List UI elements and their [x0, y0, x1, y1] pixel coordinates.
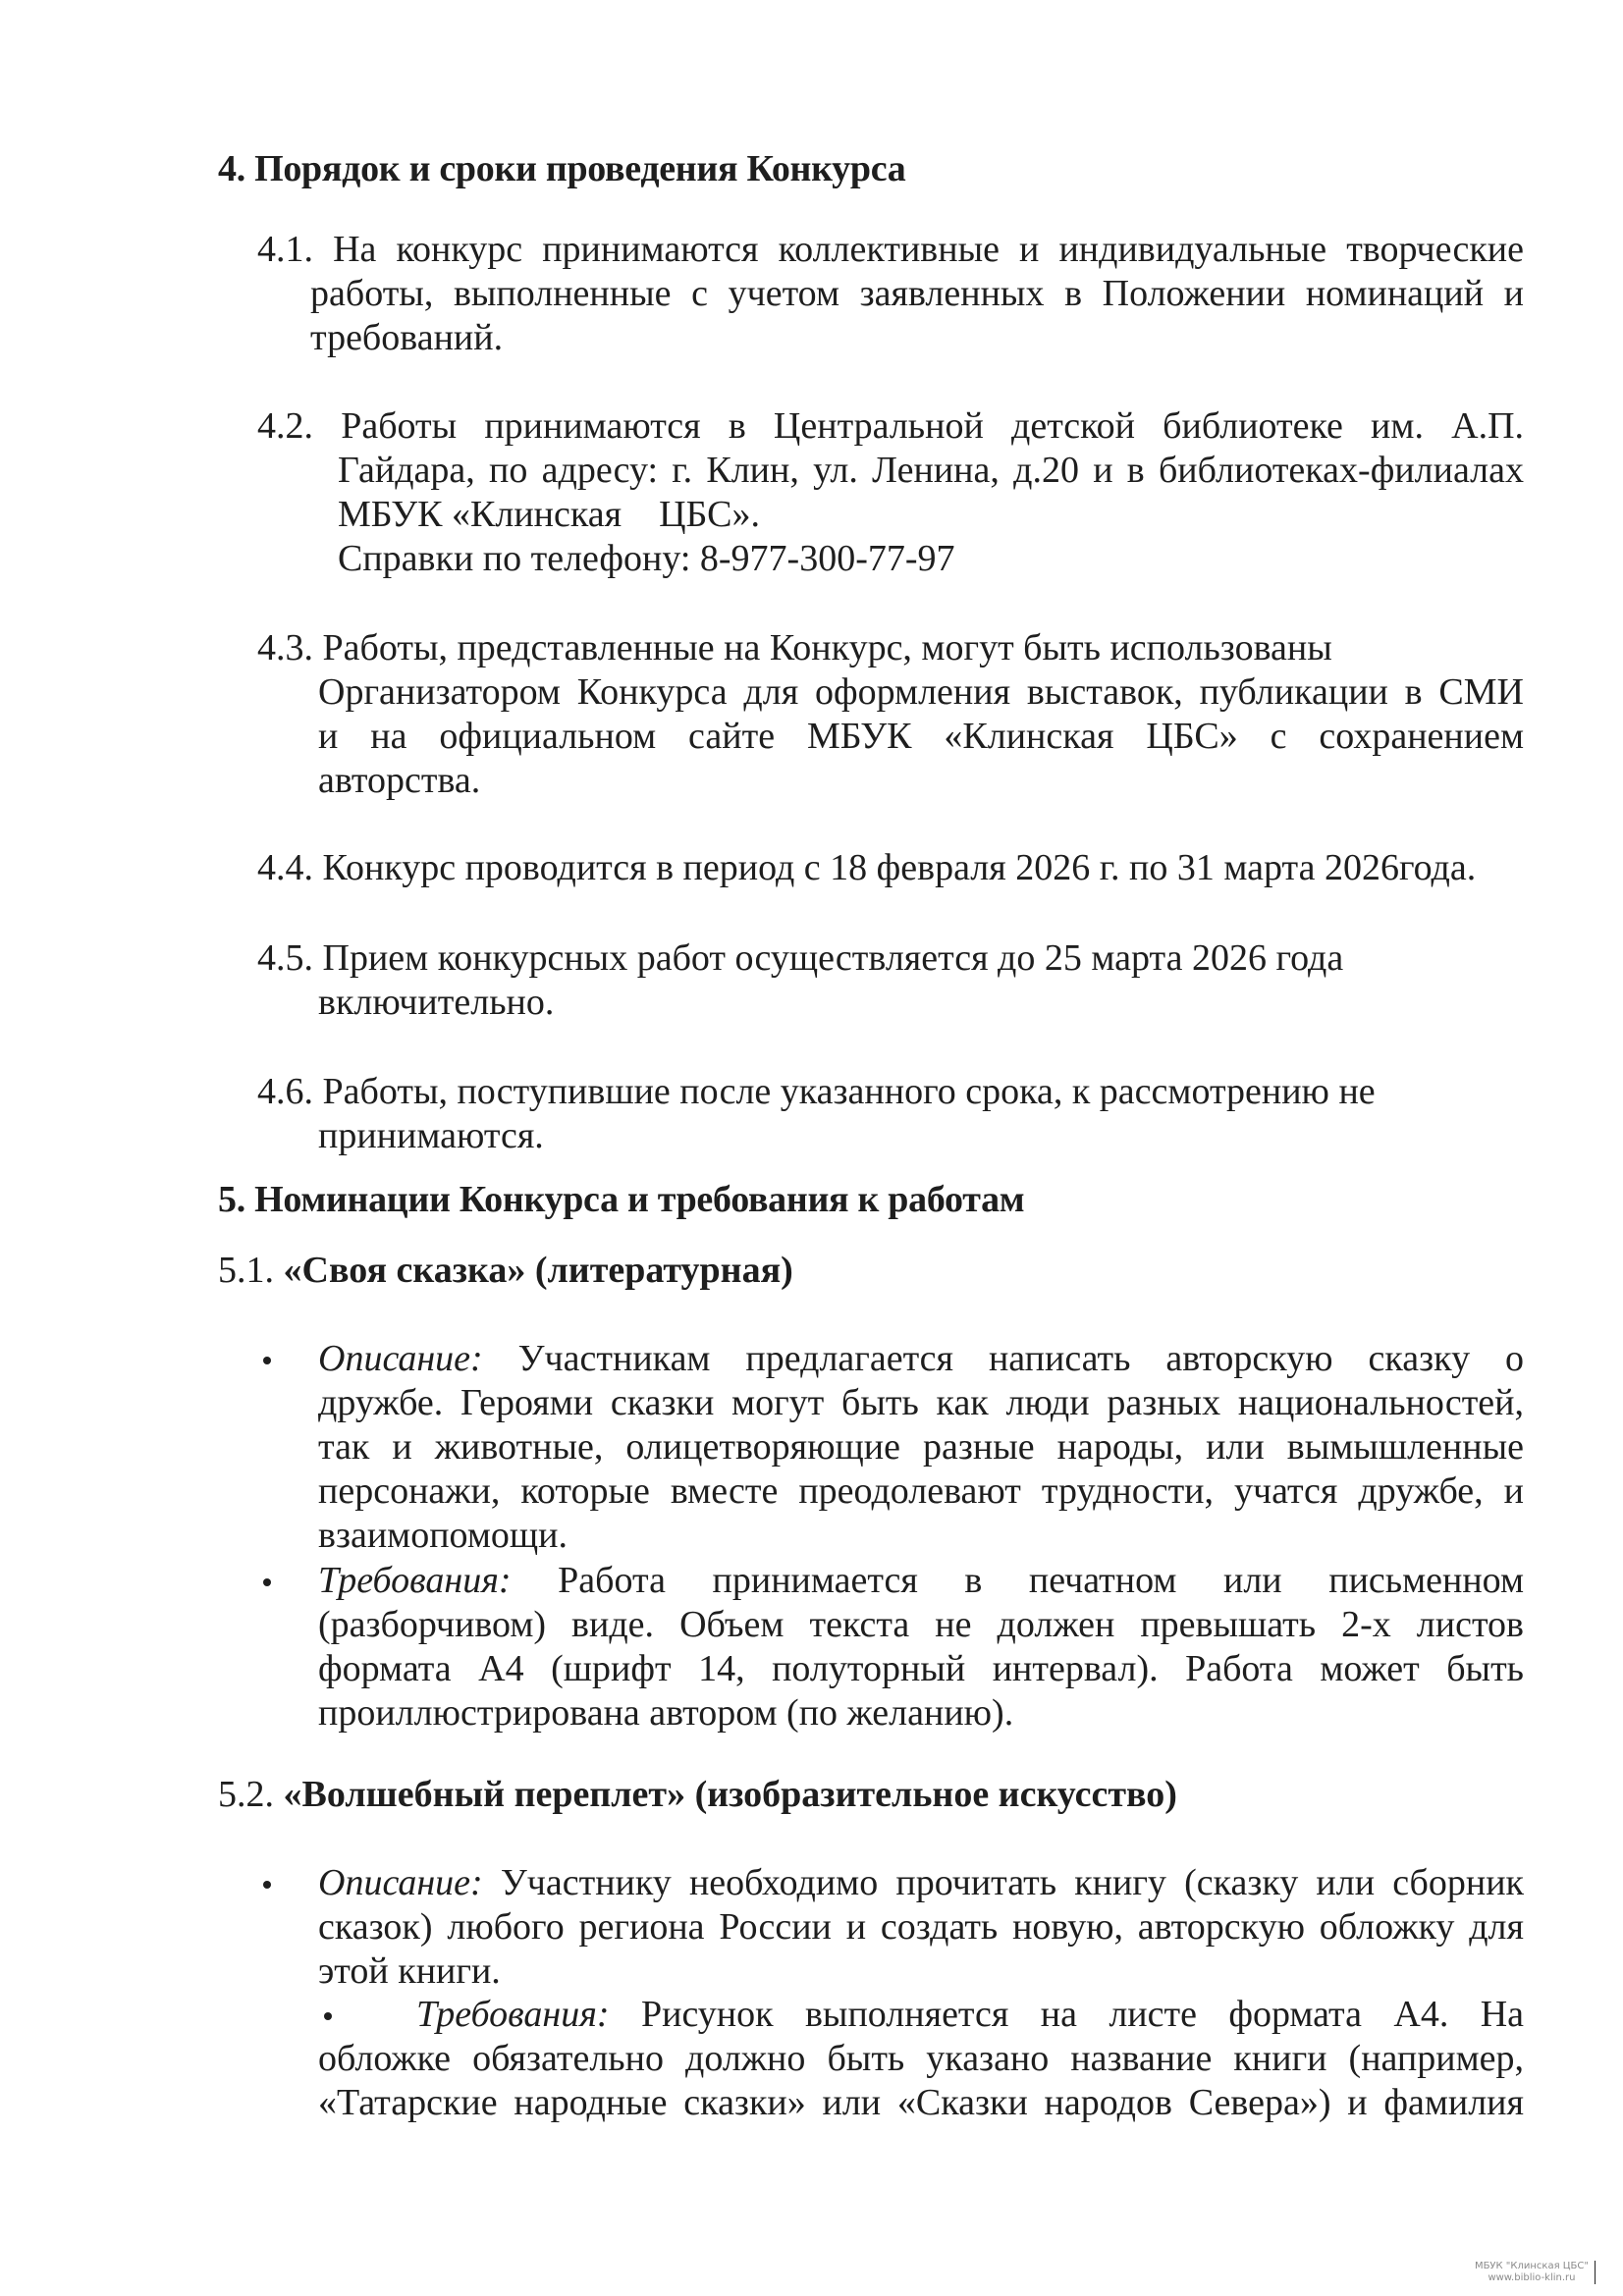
clause-4-4: [257, 846, 1524, 890]
bullet-line: этой книги.: [318, 1950, 501, 1992]
nomination-subtitle: (изобразительное искусство): [694, 1774, 1177, 1815]
clause-line: работы, выполненные с учетом заявленных в Положении номинаций и: [310, 273, 1524, 314]
clause-text: Работы принимаются в Центральной детской библиотеке им. А.П.: [341, 405, 1525, 447]
bullet-line: [318, 1337, 1524, 1381]
nomination-number: 5.1.: [218, 1250, 274, 1291]
bullet-line: [318, 1861, 1524, 1905]
bullet-line: так и животные, олицетворяющие разные народы, или вымышленные: [318, 1426, 1524, 1468]
bullet-line: персонажи, которые вместе преодолевают трудности, учатся дружбе, и: [318, 1470, 1524, 1512]
bullet-line: «Татарские народные сказки» или «Сказки народов Севера») и фамилия: [318, 2082, 1524, 2123]
nomination-title: «Волшебный переплет»: [283, 1774, 686, 1815]
clause-text: На конкурс принимаются коллективные и индивидуальные творческие: [333, 229, 1525, 270]
nomination-5-2-heading: [218, 1773, 1177, 1817]
bullet-line: формата А4 (шрифт 14, полуторный интервал). Работа может быть: [318, 1648, 1524, 1689]
clause-text: Работы, представленные на Конкурс, могут быть использованы: [322, 627, 1332, 668]
watermark: [1475, 2261, 1596, 2284]
bullet-line: проиллюстрирована автором (по желанию).: [318, 1692, 1014, 1734]
clause-line: авторства.: [318, 760, 481, 801]
bullet-line: обложке обязательно должно быть указано название книги (например,: [318, 2038, 1524, 2079]
clause-line: Организатором Конкурса для оформления выставок, публикации в СМИ: [318, 671, 1524, 713]
bullet-text: Участникам предлагается написать авторскую сказку о: [517, 1338, 1525, 1379]
section-5-heading: 5. Номинации Конкурса и требования к работам: [218, 1179, 1025, 1220]
clause-number: 4.1.: [257, 229, 313, 270]
nomination-5-1-requirements: [257, 1559, 1524, 1735]
clause-line: [257, 626, 1524, 670]
bullet-line: [318, 1993, 1524, 2037]
bullet-label: Требования:: [318, 1560, 512, 1601]
bullet-line: (разборчивом) виде. Объем текста не должен превышать 2-х листов: [318, 1604, 1524, 1645]
nomination-5-1-description: [257, 1337, 1524, 1558]
bullet-label: Описание:: [318, 1338, 483, 1379]
clause-line: Гайдара, по адресу: г. Клин, ул. Ленина, д.20 и в библиотеках-филиалах: [338, 450, 1524, 491]
bullet-line: взаимопомощи.: [318, 1515, 568, 1556]
nomination-subtitle: (литературная): [534, 1250, 793, 1291]
watermark-site: www.biblio-klin.ru: [1488, 2272, 1576, 2283]
clause-4-1: [257, 228, 1524, 360]
bullet-label: Требования:: [416, 1994, 610, 2035]
clause-line: [257, 228, 1524, 272]
clause-line: [257, 1070, 1524, 1114]
clause-text: Работы, поступившие после указанного срока, к рассмотрению не: [322, 1071, 1376, 1112]
bullet-line: сказок) любого региона России и создать новую, авторскую обложку для: [318, 1906, 1524, 1948]
nomination-5-2-requirements: [257, 1993, 1524, 2125]
clause-line: [257, 846, 1524, 890]
clause-line: включительно.: [318, 982, 555, 1023]
clause-4-5: [257, 936, 1524, 1025]
clause-number: 4.6.: [257, 1071, 313, 1112]
nomination-title: «Своя сказка»: [283, 1250, 526, 1291]
clause-text: Прием конкурсных работ осуществляется до 25 марта 2026 года: [322, 937, 1344, 979]
bullet-line: дружбе. Героями сказки могут быть как люди разных национальностей,: [318, 1382, 1524, 1423]
clause-line: [257, 936, 1524, 981]
clause-line: МБУК «Клинская ЦБС».: [338, 494, 760, 535]
clause-4-6: [257, 1070, 1524, 1158]
clause-number: 4.2.: [257, 405, 313, 447]
clause-line: требований.: [310, 317, 504, 358]
bullet-text: Участнику необходимо прочитать книгу (сказку или сборник: [500, 1862, 1525, 1903]
clause-number: 4.3.: [257, 627, 313, 668]
bullet-label: Описание:: [318, 1862, 483, 1903]
clause-number: 4.4.: [257, 847, 313, 888]
clause-text: Конкурс проводится в период с 18 февраля 2026 г. по 31 марта 2026года.: [322, 847, 1477, 888]
bullet-text: Работа принимается в печатном или письменном: [558, 1560, 1525, 1601]
section-4-heading: 4. Порядок и сроки проведения Конкурса: [218, 148, 906, 189]
clause-line: [257, 404, 1524, 449]
bullet-line: [318, 1559, 1524, 1603]
bullet-text: Рисунок выполняется на листе формата А4. На: [640, 1994, 1525, 2035]
clause-4-3: [257, 626, 1524, 803]
watermark-org: МБУК "Клинская ЦБС": [1474, 2261, 1589, 2271]
clause-line: принимаются.: [318, 1115, 544, 1156]
nomination-5-1-heading: [218, 1249, 793, 1293]
nomination-number: 5.2.: [218, 1774, 274, 1815]
clause-number: 4.5.: [257, 937, 313, 979]
clause-4-2: [257, 404, 1524, 581]
nomination-5-2-description: [257, 1861, 1524, 1994]
clause-line: и на официальном сайте МБУК «Клинская ЦБС» с сохранением: [318, 716, 1524, 757]
clause-phone-line: Справки по телефону: 8-977-300-77-97: [338, 538, 955, 579]
